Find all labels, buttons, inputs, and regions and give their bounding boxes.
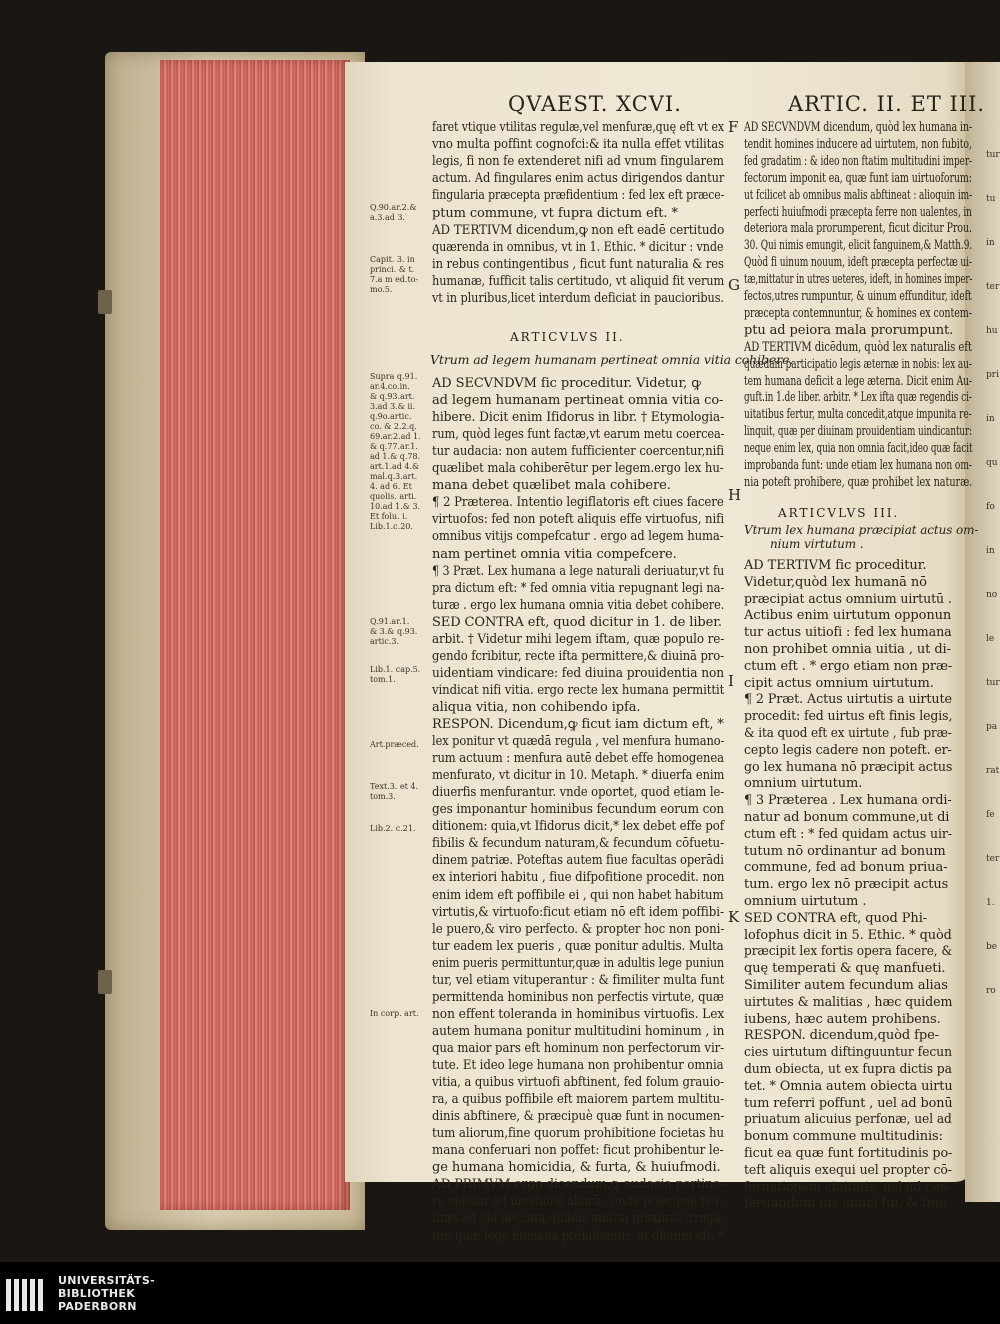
text-line: Actibus enim uirtutum opponun [744, 608, 952, 624]
margin-letter: K [728, 908, 740, 926]
text-line: neque enim lex, quia non omnia facit,ideo quæ facit [744, 441, 973, 457]
margin-note: 3.ad 3.& ii. [370, 402, 416, 411]
text-line: omnium uirtutum. [744, 776, 863, 792]
text-line: tutum nō ordinantur ad bonum [744, 843, 946, 859]
next-page-fragment: tur [986, 150, 1000, 160]
margin-note: tom.3. [370, 792, 396, 801]
text-line: tur eadem lex pueris , quæ ponitur adultis. Multa [432, 938, 724, 954]
next-page-fragment: in [986, 238, 995, 248]
text-line: cipit actus omnium uirtutum. [744, 675, 934, 691]
text-line: tute. Et ideo lege humana non prohibentur omnia [432, 1058, 724, 1073]
text-line: quærenda in omnibus, vt in 1. Ethic. * dicitur : vnde [432, 239, 724, 255]
text-line: qua maior pars eft hominum non perfectorum vir- [432, 1040, 724, 1056]
text-line: tum aliorum,fine quorum prohibitione focietas hu [432, 1126, 725, 1142]
text-line: ficut ea quæ funt fortitudinis po- [744, 1146, 953, 1161]
margin-note: Q.90.ar.2.& [370, 203, 417, 212]
text-line: tendit homines inducere ad uirtutem, non fubito, [744, 136, 972, 152]
footer-line-2: BIBLIOTHEK [58, 1287, 136, 1300]
text-line: omnium uirtutum . [744, 894, 867, 909]
text-line: re uidetur ad inuafionē aliorū : unde præcipuè per- [432, 1194, 724, 1210]
text-line: feruationem ciuitatis, uel ad con- [744, 1179, 952, 1195]
text-line: linquit, quæ per diuinam prouidentiam uindicantur: [744, 424, 973, 440]
next-page-fragment: qu [986, 458, 998, 468]
article-iii-question-1: Vtrum lex humana præcipiat actus om- [744, 523, 979, 537]
text-line: natur ad bonum commune,ut di [744, 810, 950, 825]
text-line: ¶ 2 Præt. Actus uirtutis a uirtute [744, 692, 952, 708]
text-line: guft.in 1.de liber. arbitr. * Lex ifta quæ regendis ci- [744, 390, 972, 406]
text-line: tem humana deficit a lege æterna. Dicit enim Au- [744, 373, 973, 389]
text-line: deteriora mala prorumperent, ficut dicitur Prou. [744, 221, 972, 237]
text-line: ctum eft . * ergo etiam non præ- [744, 658, 953, 674]
text-line: commune, fed ad bonum priua- [744, 860, 948, 876]
margin-note: In corp. art. [370, 1009, 419, 1018]
text-line: autem humana ponitur multitudini hominum , in [432, 1023, 725, 1039]
margin-note: art.1.ad 4.& [370, 462, 420, 471]
text-line: AD TERTIVM dicendum,ꝙ non eft eadē certitudo [432, 222, 725, 238]
text-line: AD PRIMVM ergo dicendum,ꝙ audacia pertine- [432, 1177, 725, 1193]
text-line: hibere. Dicit enim Ifidorus in libr. † Etymologia- [432, 410, 725, 426]
next-page-fragment: pa [986, 722, 998, 732]
text-line: actum. Ad fingulares enim actus dirigendos dantur [432, 171, 725, 187]
text-line: iubens, hæc autem prohibens. [744, 1011, 941, 1027]
margin-letter: H [728, 486, 742, 504]
text-line: in rebus contingentibus , ficut funt naturalia & res [432, 256, 724, 272]
text-line: tur audacia: non autem fufficienter coercentur,nifi [432, 444, 725, 460]
text-line: ex interiori habitu , fiue difpofitione procedit. non [432, 870, 725, 886]
text-line: tinet ad illa peccata,quibus iniuria proximis irroga- [432, 1211, 725, 1227]
margin-note: & q.93.art. [370, 392, 415, 401]
text-line: AD SECVNDVM fic proceditur. Videtur, ꝙ [432, 376, 701, 391]
margin-letter: G [728, 276, 740, 294]
text-line: quælibet mala cohiberētur per legem.ergo lex hu- [432, 461, 724, 477]
text-line: virtutis,& virtuofo:ficut etiam nō eft idem poffibi- [432, 904, 724, 920]
margin-note: Capit. 3. in [370, 255, 415, 264]
margin-letter: F [728, 118, 739, 136]
text-line: teft aliquis exequi uel propter cō- [744, 1162, 952, 1178]
text-line: ptum commune, vt fupra dictum eft. * [432, 205, 678, 221]
footer-line-3: PADERBORN [58, 1300, 137, 1313]
text-line: 30. Qui nimis emungit, elicit fanguinem,& Matth.9. [744, 238, 973, 254]
text-line: ra, a quibus poffibile eft maiorem partem multitu- [432, 1092, 724, 1108]
margin-note: Art.præced. [370, 740, 419, 749]
margin-note: Lib.1. cap.5. [370, 665, 421, 674]
next-page-fragment: tu [986, 194, 996, 204]
next-page-fragment: pri [986, 370, 999, 380]
text-line: turæ . ergo lex humana omnia vitia debet cohibere. [432, 597, 725, 613]
margin-note: 7.a m ed.to- [370, 275, 419, 284]
text-line: tum. ergo lex nō præcipit actus [744, 877, 949, 893]
margin-note: 69.ar.2.ad 1. [370, 432, 421, 441]
text-line: præcipiat actus omnium uirtutū . [744, 591, 952, 607]
text-line: permittenda hominibus non perfectis virtute, quæ [432, 989, 724, 1005]
text-line: fingularia præcepta præfidentium : fed lex eft præce- [432, 188, 725, 204]
text-line: SED CONTRA eft, quod Phi- [744, 910, 928, 926]
text-line: arbit. † Videtur mihi legem iftam, quæ populo re- [432, 631, 725, 647]
margin-note: princi. & t. [370, 265, 415, 274]
text-line: quædam participatio legis æternæ in nobis: lex au- [744, 356, 972, 372]
text-line: AD SECVNDVM dicendum, quòd lex humana in- [744, 120, 973, 135]
next-page-fragment: in [986, 414, 995, 424]
margin-note: Lib.2. c.21. [370, 824, 416, 833]
text-line: tet. * Omnia autem obiecta uirtu [744, 1078, 953, 1094]
article-ii-heading: ARTICVLVS II. [510, 330, 625, 344]
margin-note: Q.91.ar.1. [370, 617, 410, 626]
next-page-fragment: tur [986, 678, 1000, 688]
text-line: ptu ad peiora mala prorumpunt. [744, 322, 954, 338]
text-line: aliqua vitia, non cohibendo ipfa. [432, 699, 641, 715]
text-line: ¶ 3 Præterea . Lex humana ordi- [744, 793, 952, 809]
text-line: præcipit lex fortis opera facere, & [744, 944, 953, 960]
margin-note: ar.4.co.in. [370, 382, 410, 391]
text-line: humanæ, fufficit talis certitudo, vt aliquid fit verum [432, 273, 725, 289]
text-line: fectorum imponit ea, quæ funt iam uirtuoforum: [744, 170, 972, 186]
text-line: præcepta contemnuntur, & homines ex contem- [744, 305, 972, 321]
running-header-left: QVAEST. XCVI. [508, 92, 682, 116]
next-page-fragment: in [986, 546, 995, 556]
red-page-edge [160, 60, 350, 1210]
text-line: quę temperati & quę manfueti. [744, 961, 946, 977]
text-line: faret vtique vtilitas regulæ,vel menfuræ,quę eft vt ex [432, 120, 725, 135]
text-line: perfecti huiufmodi præcepta ferre non ualentes, in [744, 204, 972, 220]
margin-note: tom.1. [370, 675, 396, 684]
margin-note: 4. ad 6. Et [370, 482, 412, 491]
text-line: tæ,mittatur in utres ueteres, ideft, in homines imper- [744, 272, 973, 288]
text-line: non prohibet omnia uitia , ut di- [744, 642, 951, 657]
text-line: ¶ 2 Præterea. Intentio legiflatoris eft ciues facere [432, 495, 724, 511]
margin-note: ad 1.& q.78. [370, 452, 421, 461]
text-line: vitia, a quibus virtuofi abftinent, fed folum grauio- [432, 1075, 724, 1091]
text-line: vt in pluribus,licet interdum deficiat in paucioribus. [432, 291, 724, 306]
margin-note: quolis. arti. [370, 492, 417, 501]
clasp-bottom [98, 970, 112, 994]
text-line: lex ponitur vt quædā regula , vel menfura humano- [432, 734, 725, 750]
text-line: SED CONTRA eft, quod dicitur in 1. de liber. [432, 614, 722, 630]
text-line: mana debet quælibet mala cohibere. [432, 478, 671, 494]
next-page-fragment: be [986, 942, 998, 952]
text-line: Videtur,quòd lex humanā nō [744, 574, 927, 590]
text-line: improbanda funt: unde etiam lex humana non om- [744, 458, 972, 473]
margin-note: & q.77.ar.1. [370, 442, 418, 451]
text-line: nam pertinet omnia vitia compefcere. [432, 546, 677, 562]
margin-note: q.9o.artic. [370, 412, 412, 421]
next-page-fragment: 1. [986, 898, 995, 908]
text-line: feruandum ius amici fui, & fimi- [744, 1196, 952, 1212]
text-line: procedit: fed uirtus eft finis legis, [744, 709, 953, 725]
next-page-fragment: fe [986, 810, 995, 820]
margin-note: mo.5. [370, 285, 393, 294]
text-line: enim pueris permittuntur,quæ in adultis lege puniun [432, 955, 725, 971]
text-line: RESPON. Dicendum,ꝙ ficut iam dictum eft, * [432, 717, 724, 732]
library-footer [0, 1262, 1000, 1324]
margin-note: Text.3. et 4. [370, 782, 419, 791]
text-line: Similiter autem fecundum alias [744, 978, 948, 993]
text-line: le puero,& viro perfecto. & propter hoc non poni- [432, 921, 725, 937]
text-line: tur actus uitiofi : fed lex humana [744, 625, 952, 641]
text-line: tur, quæ lege humana prohibentur, ut dictum eft. * [432, 1228, 724, 1244]
text-line: lofophus dicit in 5. Ethic. * quòd [744, 927, 952, 943]
text-line: mana conferuari non poffet: ficut prohibentur le- [432, 1143, 724, 1159]
text-line: enim idem eft poffibile ei , qui non habet habitum [432, 887, 724, 903]
text-line: legis, fi non fe extenderet nifi ad vnum fingularem [432, 154, 724, 170]
margin-note: Supra q.91. [370, 372, 418, 381]
text-line: diuerfis menfurantur. vnde oportet, quod etiam le- [432, 785, 725, 801]
text-line: pra dictum eft: * fed omnia vitia repugnant legi na- [432, 580, 725, 596]
text-line: & ita quod eft ex uirtute , fub præ- [744, 726, 952, 741]
text-line: dum obiecta, ut ex fupra dictis pa [744, 1062, 952, 1077]
margin-note: Lib.1.c.20. [370, 522, 413, 531]
text-line: ¶ 3 Præt. Lex humana a lege naturali deriuatur,vt fu [432, 563, 725, 579]
footer-line-1: UNIVERSITÄTS- [58, 1274, 155, 1287]
text-line: rum, quòd leges funt factæ,vt earum metu coercea- [432, 427, 725, 443]
text-line: gendo fcribitur, recte ifta permittere,& diuinā pro- [432, 648, 724, 664]
next-page-fragment: ter [986, 854, 1000, 864]
text-line: cepto legis cadere non poteft. er- [744, 742, 952, 758]
next-page-fragment: le [986, 634, 995, 644]
next-page-fragment: no [986, 590, 998, 600]
text-line: omnibus vitijs compefcatur . ergo ad legem huma- [432, 529, 724, 545]
margin-note: mal.q.3.art. [370, 472, 418, 481]
article-iii-question-2: nium virtutum . [770, 537, 864, 551]
text-line: Quòd fi uinum nouum, ideft præcepta perfectæ ui- [744, 255, 972, 271]
margin-note: co. & 2.2.q. [370, 422, 417, 431]
margin-note: 10.ad 1.& 3. [370, 502, 421, 511]
article-ii-question: Vtrum ad legem humanam pertineat omnia vitia cohibere. [430, 352, 794, 367]
text-line: priuatum alicuius perfonæ, uel ad [744, 1112, 952, 1128]
text-line: ditionem: quia,vt Ifidorus dicit,* lex debet effe pof [432, 819, 724, 835]
text-line: nia poteft prohibere, quæ prohibet lex naturæ. [744, 474, 973, 490]
text-line: RESPON. dicendum,quòd fpe- [744, 1028, 939, 1044]
text-line: go lex humana nō præcipit actus [744, 759, 953, 775]
next-page-fragment: ter [986, 282, 1000, 292]
clasp-top [98, 290, 112, 314]
text-line: non effent toleranda in hominibus virtuofis. Lex [432, 1006, 725, 1022]
next-page-fragment: ro [986, 986, 996, 996]
text-line: dinis abftinere, & præcipuè quæ funt in nocumen- [432, 1109, 725, 1125]
next-page-fragment: fo [986, 502, 995, 512]
text-line: ut fcilicet ab omnibus malis abftineat : alioquin im- [744, 187, 973, 203]
margin-letter: I [728, 672, 734, 690]
text-line: vindicat nifi vitia. ergo recte lex humana permittit [432, 682, 725, 698]
text-line: dinem patriæ. Poteftas autem fiue facultas operādi [432, 853, 724, 869]
text-line: AD TERTIVM fic proceditur. [744, 558, 927, 573]
text-line: fectos,utres rumpuntur, & uinum effunditur, ideft [744, 289, 972, 304]
text-line: tum referri poffunt , uel ad bonū [744, 1095, 953, 1111]
text-line: vno multa poffint cognofci:& ita nulla effet vtilitas [432, 137, 725, 153]
text-line: fed gradatim : & ideo non ftatim multitudini imper- [744, 153, 972, 169]
margin-note: & 3.& q.93. [370, 627, 418, 636]
article-iii-heading: ARTICVLVS III. [778, 506, 900, 520]
text-line: cies uirtutum diftinguuntur fecun [744, 1045, 952, 1061]
text-line: ctum eft : * fed quidam actus uir- [744, 826, 952, 842]
next-page-fragment: hu [986, 326, 998, 336]
margin-note: artic.3. [370, 637, 400, 646]
text-line: uirtutes & malitias , hæc quidem [744, 994, 953, 1010]
text-line: AD TERTIVM dicēdum, quòd lex naturalis eft [744, 339, 972, 355]
next-page-fragment: rat [986, 766, 1000, 776]
text-line: tur, vel etiam vituperantur : & fimiliter multa funt [432, 972, 725, 988]
text-line: ad legem humanam pertineat omnia vitia co- [432, 393, 724, 409]
text-line: uitatibus fertur, multa concedit,atque impunita re- [744, 407, 972, 423]
margin-note: Et folu. i. [370, 512, 408, 521]
library-logo-icon [4, 1275, 46, 1315]
text-line: fibilis & fecundum naturam,& fecundum cōfuetu- [432, 836, 724, 852]
text-line: uidentiam vindicare: fed diuina prouidentia non [432, 665, 724, 681]
text-line: ge humana homicidia, & furta, & huiufmodi. [432, 1160, 721, 1176]
text-line: bonum commune multitudinis: [744, 1129, 943, 1145]
margin-note: a.3.ad 3. [370, 213, 406, 222]
text-line: ges imponantur hominibus fecundum eorum con [432, 802, 725, 818]
text-line: menfurato, vt dicitur in 10. Metaph. * diuerfa enim [432, 768, 725, 784]
running-header-right: ARTIC. II. ET III. [788, 92, 986, 116]
text-line: virtuofos: fed non poteft aliquis effe virtuofus, nifi [432, 512, 725, 528]
text-line: rum actuum : menfura autē debet effe homogenea [432, 751, 724, 767]
